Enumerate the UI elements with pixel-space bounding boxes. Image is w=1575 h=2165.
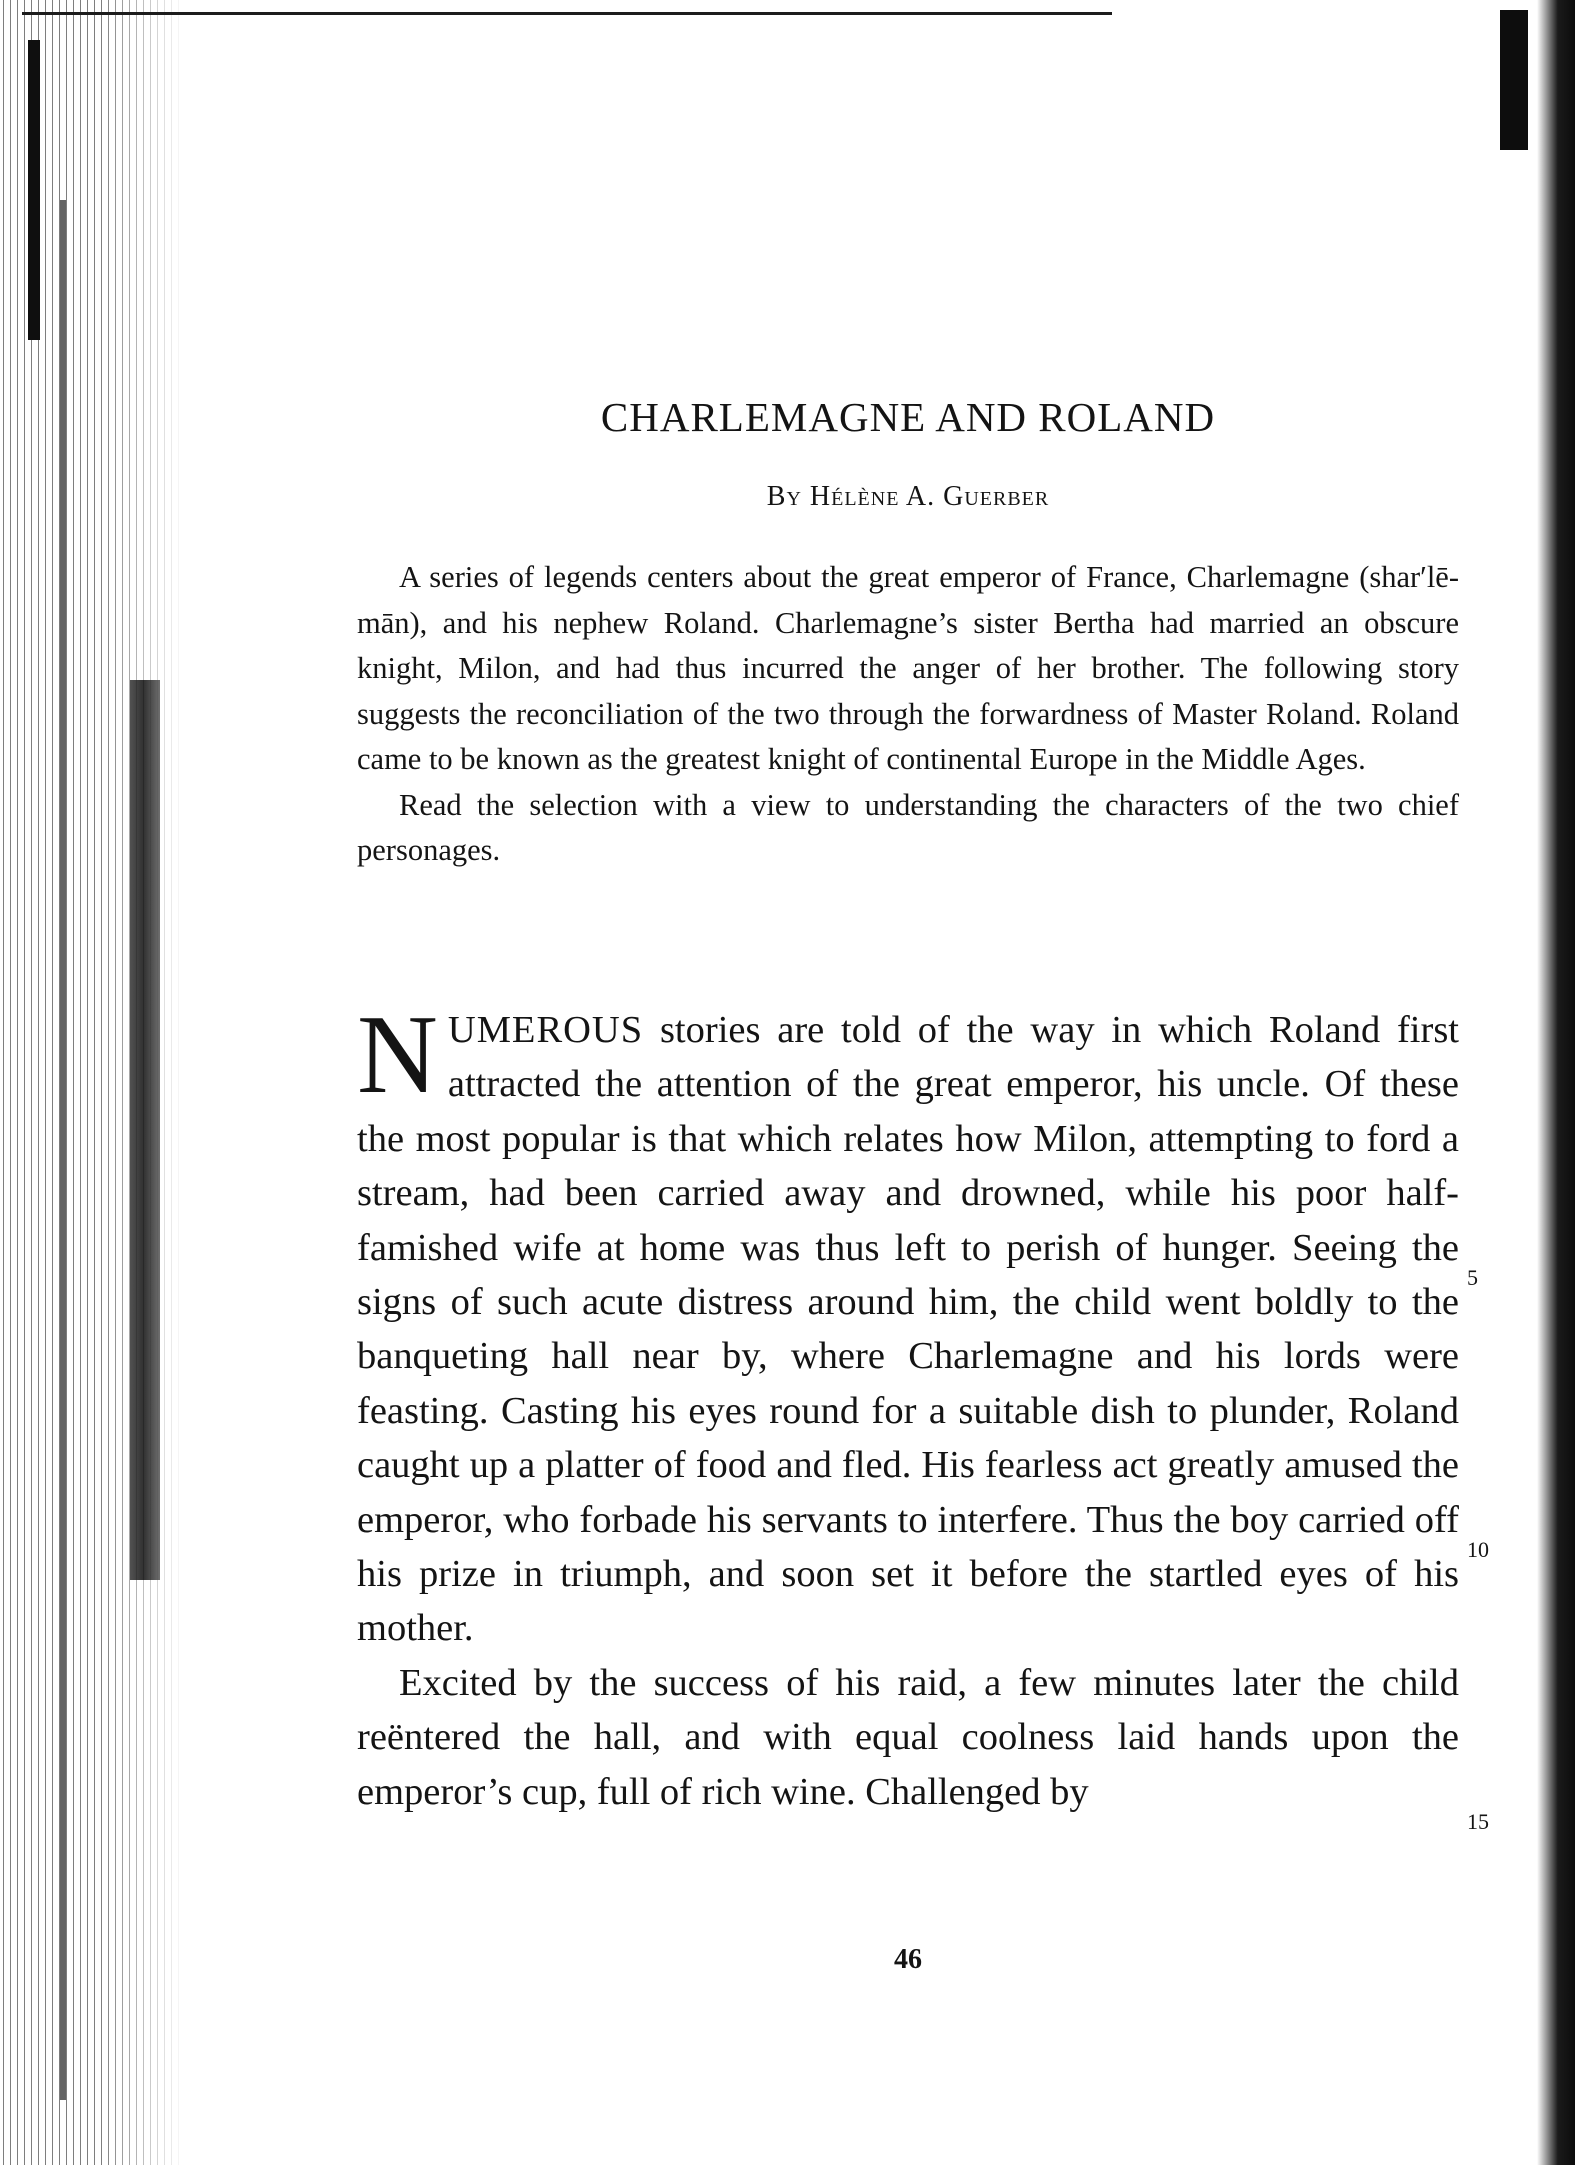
page-top-edge [22,12,1112,15]
page-right-edge-top [1500,10,1528,150]
binding-edge-dark-middle [130,680,160,1580]
line-number-10: 10 [1467,1537,1489,1562]
story-paragraph-1-text: stories are told of the way in which Roland first attracted the attention of the great emperor, his uncle. Of these the most popular is that which relates how Milon, attempting to ford a stream, had been carried away and drowned, while his poor half-famished wife at home was thus left to perish of hunger. Seeing the signs of such acute distress around him, the child went boldly to the banqueting hall near by, where Charlemagne and his lords were feasting. Casting his eyes round for a suitable dish to plunder, Roland caught up a platter of food and fled. His fearless act greatly amused the emperor, who forbade his servants to interfere. Thus the boy carried off his prize in triumph, and soon set it before the startled eyes of his mother. [357,1009,1459,1650]
intro-paragraph-2: Read the selection with a view to understanding the characters of the two chief personages. [357,787,1459,867]
intro-paragraph-1: A series of legends centers about the great emperor of France, Charlemagne (shar′lē-mān), and his nephew Roland. Charlemagne’s sister Bertha had married an obscure knight, Milon, and had thus incurred the anger of her brother. The following story suggests the reconciliation of the two through the forwardness of Master Roland. Roland came to be known as the greatest knight of continental Europe in the Middle Ages. [357,560,1459,776]
author-byline: By Hélène A. Guerber [766,481,1050,512]
introduction [357,555,1459,874]
opening-word: UMEROUS [447,1009,644,1051]
story-paragraph-1 [357,993,1459,1656]
page-right-edge [1537,0,1575,2165]
line-number-15: 15 [1467,1809,1489,1834]
binding-edge-line [60,200,66,2100]
page-title: CHARLEMAGNE AND ROLAND [600,394,1216,440]
story-paragraph-2: Excited by the success of his raid, a few minutes later the child reëntered the hall, and with equal coolness laid hands upon the emperor’s cup, full of rich wine. Challenged by [357,1661,1459,1813]
story-text [357,993,1459,1819]
line-number-5: 5 [1467,1265,1478,1290]
page-number: 46 [894,1944,922,1975]
drop-cap: N [357,993,438,1117]
binding-edge-dark [28,40,40,340]
